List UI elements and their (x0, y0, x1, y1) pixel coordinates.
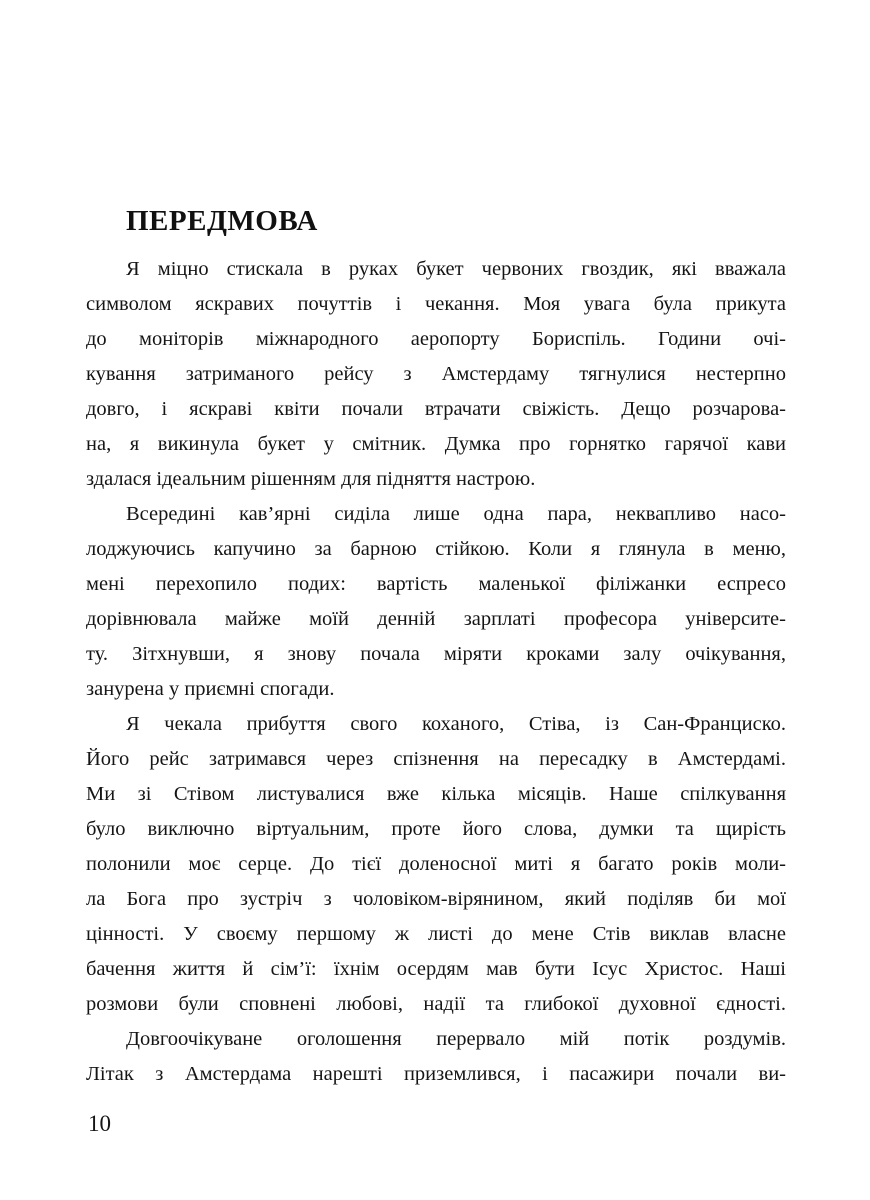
text-line: занурена у приємні спогади. (86, 678, 335, 700)
text-line: ту. Зітхнувши, я знову почала міряти кроками залу очікування, (86, 643, 786, 665)
text-line: розмови були сповнені любові, надії та глибокої духовної єдності. (86, 993, 786, 1015)
text-line: символом яскравих почуттів і чекання. Моя увага була прикута (86, 293, 786, 315)
text-line: було виключно віртуальним, проте його слова, думки та щирість (86, 818, 786, 840)
page-number: 10 (88, 1111, 111, 1136)
paragraph-3 (86, 707, 786, 1022)
text-line: Я чекала прибуття свого коханого, Стіва, із Сан-Франциско. (126, 713, 786, 735)
body-text (86, 252, 786, 1092)
text-line: лоджуючись капучино за барною стійкою. Коли я глянула в меню, (86, 538, 786, 560)
text-line: Ми зі Стівом листувалися вже кілька місяців. Наше спілкування (86, 783, 786, 805)
text-column (86, 206, 786, 1092)
paragraph-4 (86, 1022, 786, 1092)
paragraph-1 (86, 252, 786, 497)
text-line: Я міцно стискала в руках букет червоних гвоздик, які вважала (126, 258, 786, 280)
text-line: Літак з Амстердама нарешті приземлився, і пасажири почали ви- (86, 1063, 786, 1085)
text-line: на, я викинула букет у смітник. Думка про горнятко гарячої кави (86, 433, 786, 455)
text-line: довго, і яскраві квіти почали втрачати свіжість. Дещо розчарова- (86, 398, 786, 420)
chapter-title: ПЕРЕДМОВА (126, 205, 318, 237)
text-line: Всередині кав’ярні сиділа лише одна пара, неквапливо насо- (126, 503, 786, 525)
paragraph-2 (86, 497, 786, 707)
text-line: мені перехопило подих: вартість маленької філіжанки еспресо (86, 573, 786, 595)
text-line: до моніторів міжнародного аеропорту Бориспіль. Години очі- (86, 328, 786, 350)
text-line: Довгоочікуване оголошення перервало мій потік роздумів. (126, 1028, 786, 1050)
text-line: здалася ідеальним рішенням для підняття настрою. (86, 468, 536, 490)
text-line: полонили моє серце. До тієї доленосної миті я багато років моли- (86, 853, 786, 875)
text-line: кування затриманого рейсу з Амстердаму тягнулися нестерпно (86, 363, 786, 385)
text-line: цінності. У своєму першому ж листі до мене Стів виклав власне (86, 923, 786, 945)
text-line: дорівнювала майже моїй денній зарплаті професора університе- (86, 608, 786, 630)
text-line: Його рейс затримався через спізнення на пересадку в Амстердамі. (86, 748, 786, 770)
text-line: ла Бога про зустріч з чоловіком-вірянином, який поділяв би мої (86, 888, 786, 910)
text-line: бачення життя й сім’ї: їхнім осердям мав бути Ісус Христос. Наші (86, 958, 786, 980)
